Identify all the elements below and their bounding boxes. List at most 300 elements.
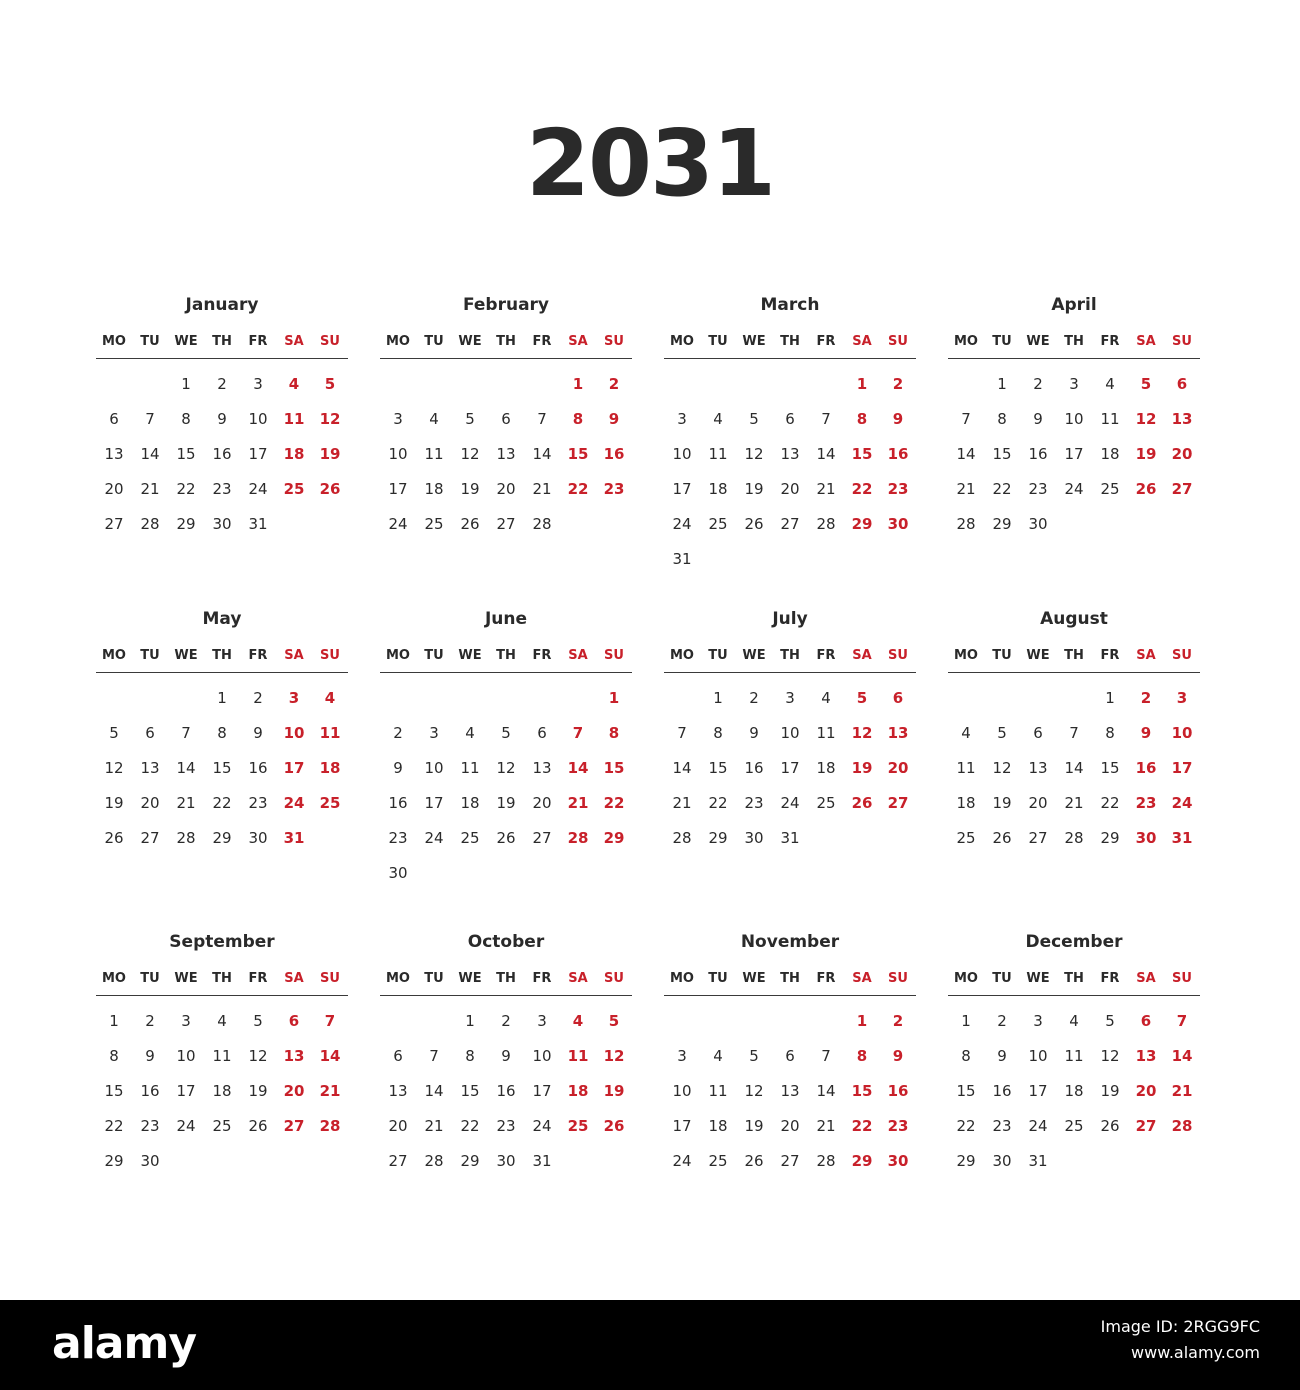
day: 22 — [212, 794, 232, 812]
day: 14 — [1064, 759, 1084, 777]
day: 6 — [501, 410, 511, 428]
day: 12 — [104, 759, 124, 777]
month-title: October — [467, 932, 545, 952]
day: 30 — [388, 864, 408, 882]
weekend-day: 12 — [1135, 410, 1157, 428]
weekend-day: 20 — [1171, 445, 1193, 463]
weekday-header-tu: TU — [140, 971, 160, 986]
day: 29 — [104, 1152, 124, 1170]
weekend-day: 23 — [603, 480, 625, 498]
weekend-day: 31 — [283, 829, 305, 847]
day: 15 — [1100, 759, 1120, 777]
weekday-header-fr: FR — [1100, 334, 1120, 349]
weekday-header-mo: MO — [670, 971, 694, 986]
day: 21 — [672, 794, 692, 812]
weekday-header-we: WE — [174, 648, 198, 663]
weekend-day: 19 — [319, 445, 341, 463]
day: 5 — [749, 410, 759, 428]
day: 20 — [532, 794, 552, 812]
day: 14 — [672, 759, 692, 777]
weekend-day: 29 — [851, 1152, 873, 1170]
day: 29 — [460, 1152, 480, 1170]
weekday-header-fr: FR — [1100, 971, 1120, 986]
day: 16 — [496, 1082, 516, 1100]
weekend-day: 18 — [319, 759, 341, 777]
day: 11 — [460, 759, 480, 777]
weekend-day: 2 — [1140, 689, 1152, 707]
day: 25 — [816, 794, 836, 812]
day: 1 — [465, 1012, 475, 1030]
day: 4 — [465, 724, 475, 742]
day: 7 — [961, 410, 971, 428]
weekday-header-sa: SA — [284, 648, 304, 663]
weekend-day: 10 — [283, 724, 305, 742]
day: 29 — [956, 1152, 976, 1170]
weekend-day: 26 — [319, 480, 341, 498]
month-title: February — [462, 295, 550, 315]
day: 6 — [393, 1047, 403, 1065]
day: 24 — [672, 1152, 692, 1170]
day: 21 — [816, 480, 836, 498]
month-november — [664, 930, 916, 1180]
day: 3 — [677, 410, 687, 428]
weekend-day: 29 — [851, 515, 873, 533]
day: 19 — [104, 794, 124, 812]
day: 17 — [532, 1082, 552, 1100]
year-title: 2031 — [525, 110, 775, 217]
day: 22 — [956, 1117, 976, 1135]
weekend-day: 17 — [283, 759, 305, 777]
day: 23 — [140, 1117, 160, 1135]
weekday-header-th: TH — [780, 648, 800, 663]
weekend-day: 14 — [319, 1047, 341, 1065]
day: 21 — [816, 1117, 836, 1135]
day: 4 — [429, 410, 439, 428]
weekday-header-su: SU — [320, 648, 340, 663]
day: 21 — [1064, 794, 1084, 812]
day: 18 — [1100, 445, 1120, 463]
day: 1 — [181, 375, 191, 393]
weekend-day: 24 — [1171, 794, 1193, 812]
day: 11 — [424, 445, 444, 463]
day: 9 — [749, 724, 759, 742]
day: 10 — [176, 1047, 196, 1065]
weekday-header-we: WE — [174, 971, 198, 986]
day: 3 — [785, 689, 795, 707]
day: 28 — [532, 515, 552, 533]
day: 28 — [1064, 829, 1084, 847]
weekday-header-mo: MO — [670, 334, 694, 349]
day: 4 — [1069, 1012, 1079, 1030]
weekday-header-th: TH — [1064, 971, 1084, 986]
day: 11 — [1064, 1047, 1084, 1065]
day: 27 — [532, 829, 552, 847]
weekday-header-th: TH — [1064, 648, 1084, 663]
weekday-header-fr: FR — [816, 334, 836, 349]
weekday-header-mo: MO — [954, 971, 978, 986]
day: 28 — [672, 829, 692, 847]
weekday-header-we: WE — [1026, 334, 1050, 349]
weekday-header-sa: SA — [568, 334, 588, 349]
day: 7 — [677, 724, 687, 742]
weekday-header-su: SU — [888, 334, 908, 349]
weekday-header-we: WE — [458, 648, 482, 663]
day: 1 — [217, 689, 227, 707]
day: 12 — [992, 759, 1012, 777]
weekend-day: 21 — [1171, 1082, 1193, 1100]
month-title: November — [740, 932, 840, 952]
weekend-day: 16 — [1135, 759, 1157, 777]
weekday-header-th: TH — [212, 334, 232, 349]
day: 15 — [460, 1082, 480, 1100]
day: 9 — [1033, 410, 1043, 428]
day: 9 — [253, 724, 263, 742]
day: 8 — [217, 724, 227, 742]
weekend-day: 23 — [1135, 794, 1157, 812]
day: 13 — [780, 445, 800, 463]
day: 29 — [992, 515, 1012, 533]
weekday-header-sa: SA — [1136, 648, 1156, 663]
weekday-header-sa: SA — [852, 971, 872, 986]
day: 7 — [821, 410, 831, 428]
weekday-header-su: SU — [604, 334, 624, 349]
header-divider — [96, 358, 348, 359]
day: 20 — [780, 1117, 800, 1135]
weekend-day: 15 — [567, 445, 589, 463]
weekend-day: 6 — [288, 1012, 300, 1030]
day: 9 — [501, 1047, 511, 1065]
weekend-day: 26 — [603, 1117, 625, 1135]
day: 10 — [248, 410, 268, 428]
month-title: December — [1025, 932, 1123, 952]
weekend-day: 22 — [851, 480, 873, 498]
weekday-header-su: SU — [1172, 648, 1192, 663]
day: 5 — [465, 410, 475, 428]
weekend-day: 9 — [608, 410, 620, 428]
weekday-header-we: WE — [458, 971, 482, 986]
weekday-header-sa: SA — [852, 648, 872, 663]
day: 21 — [140, 480, 160, 498]
day: 27 — [780, 515, 800, 533]
day: 14 — [140, 445, 160, 463]
day: 2 — [501, 1012, 511, 1030]
month-august — [948, 607, 1200, 857]
month-april — [948, 293, 1200, 543]
weekday-header-we: WE — [1026, 971, 1050, 986]
day: 2 — [145, 1012, 155, 1030]
day: 17 — [672, 1117, 692, 1135]
weekend-day: 2 — [892, 1012, 904, 1030]
weekend-day: 30 — [887, 515, 909, 533]
day: 16 — [212, 445, 232, 463]
header-divider — [948, 358, 1200, 359]
day: 2 — [253, 689, 263, 707]
day: 7 — [429, 1047, 439, 1065]
day: 31 — [672, 550, 692, 568]
day: 22 — [708, 794, 728, 812]
day: 16 — [744, 759, 764, 777]
day: 5 — [997, 724, 1007, 742]
weekend-day: 27 — [887, 794, 909, 812]
day: 21 — [956, 480, 976, 498]
day: 2 — [1033, 375, 1043, 393]
day: 3 — [393, 410, 403, 428]
day: 17 — [1064, 445, 1084, 463]
day: 27 — [496, 515, 516, 533]
day: 7 — [821, 1047, 831, 1065]
day: 16 — [1028, 445, 1048, 463]
weekend-day: 4 — [572, 1012, 584, 1030]
day: 29 — [708, 829, 728, 847]
day: 3 — [1069, 375, 1079, 393]
day: 3 — [429, 724, 439, 742]
day: 10 — [532, 1047, 552, 1065]
day: 4 — [961, 724, 971, 742]
day: 26 — [744, 1152, 764, 1170]
day: 20 — [388, 1117, 408, 1135]
weekend-day: 8 — [572, 410, 584, 428]
day: 16 — [248, 759, 268, 777]
weekend-day: 22 — [567, 480, 589, 498]
weekend-day: 17 — [1171, 759, 1193, 777]
day: 1 — [713, 689, 723, 707]
day: 14 — [424, 1082, 444, 1100]
day: 13 — [496, 445, 516, 463]
day: 24 — [672, 515, 692, 533]
day: 7 — [145, 410, 155, 428]
weekend-day: 2 — [608, 375, 620, 393]
day: 10 — [1064, 410, 1084, 428]
day: 30 — [744, 829, 764, 847]
day: 8 — [109, 1047, 119, 1065]
day: 10 — [780, 724, 800, 742]
day: 5 — [253, 1012, 263, 1030]
day: 14 — [176, 759, 196, 777]
day: 4 — [713, 410, 723, 428]
day: 17 — [388, 480, 408, 498]
weekday-header-th: TH — [212, 648, 232, 663]
weekday-header-th: TH — [1064, 334, 1084, 349]
weekend-day: 7 — [324, 1012, 336, 1030]
day: 28 — [176, 829, 196, 847]
day: 29 — [212, 829, 232, 847]
weekend-day: 11 — [283, 410, 305, 428]
weekend-day: 7 — [572, 724, 584, 742]
weekend-day: 15 — [851, 1082, 873, 1100]
weekend-day: 31 — [1171, 829, 1193, 847]
weekday-header-tu: TU — [708, 648, 728, 663]
day: 18 — [424, 480, 444, 498]
day: 30 — [248, 829, 268, 847]
weekend-day: 5 — [608, 1012, 620, 1030]
day: 28 — [816, 515, 836, 533]
day: 6 — [1033, 724, 1043, 742]
month-title: September — [169, 932, 275, 952]
day: 19 — [744, 1117, 764, 1135]
day: 22 — [1100, 794, 1120, 812]
weekend-day: 6 — [1176, 375, 1188, 393]
weekend-day: 20 — [887, 759, 909, 777]
day: 10 — [1028, 1047, 1048, 1065]
weekday-header-sa: SA — [1136, 971, 1156, 986]
day: 27 — [1028, 829, 1048, 847]
day: 4 — [1105, 375, 1115, 393]
month-may — [96, 607, 348, 857]
day: 25 — [1100, 480, 1120, 498]
day: 2 — [393, 724, 403, 742]
day: 23 — [248, 794, 268, 812]
weekend-day: 11 — [319, 724, 341, 742]
day: 17 — [672, 480, 692, 498]
day: 18 — [708, 1117, 728, 1135]
day: 15 — [956, 1082, 976, 1100]
weekend-day: 3 — [288, 689, 300, 707]
weekend-day: 5 — [1140, 375, 1152, 393]
day: 10 — [672, 445, 692, 463]
weekday-header-su: SU — [1172, 334, 1192, 349]
day: 13 — [388, 1082, 408, 1100]
day: 13 — [532, 759, 552, 777]
weekend-day: 23 — [887, 1117, 909, 1135]
day: 31 — [780, 829, 800, 847]
weekend-day: 9 — [892, 410, 904, 428]
weekend-day: 5 — [856, 689, 868, 707]
day: 4 — [217, 1012, 227, 1030]
weekday-header-sa: SA — [568, 648, 588, 663]
day: 15 — [708, 759, 728, 777]
day: 22 — [992, 480, 1012, 498]
day: 12 — [496, 759, 516, 777]
weekend-day: 22 — [851, 1117, 873, 1135]
day: 13 — [780, 1082, 800, 1100]
weekend-day: 18 — [567, 1082, 589, 1100]
image-id: Image ID: 2RGG9FC — [1100, 1317, 1260, 1336]
day: 26 — [460, 515, 480, 533]
day: 8 — [997, 410, 1007, 428]
day: 6 — [109, 410, 119, 428]
weekday-header-fr: FR — [248, 648, 268, 663]
month-september — [96, 930, 348, 1180]
day: 11 — [1100, 410, 1120, 428]
day: 17 — [1028, 1082, 1048, 1100]
day: 25 — [212, 1117, 232, 1135]
day: 22 — [460, 1117, 480, 1135]
day: 19 — [496, 794, 516, 812]
day: 26 — [248, 1117, 268, 1135]
day: 26 — [992, 829, 1012, 847]
day: 24 — [780, 794, 800, 812]
month-february — [380, 293, 632, 543]
day: 13 — [1028, 759, 1048, 777]
month-title: March — [760, 295, 820, 315]
day: 14 — [532, 445, 552, 463]
weekday-header-su: SU — [604, 648, 624, 663]
month-title: January — [185, 295, 259, 315]
weekend-day: 7 — [1176, 1012, 1188, 1030]
weekend-day: 14 — [567, 759, 589, 777]
weekday-header-su: SU — [1172, 971, 1192, 986]
weekend-day: 25 — [567, 1117, 589, 1135]
weekday-header-tu: TU — [424, 648, 444, 663]
day: 24 — [388, 515, 408, 533]
day: 15 — [212, 759, 232, 777]
weekend-day: 14 — [1171, 1047, 1193, 1065]
weekday-header-tu: TU — [992, 334, 1012, 349]
month-title: July — [772, 609, 808, 629]
weekend-day: 12 — [603, 1047, 625, 1065]
weekend-day: 20 — [283, 1082, 305, 1100]
day: 14 — [956, 445, 976, 463]
day: 1 — [961, 1012, 971, 1030]
weekday-header-th: TH — [780, 971, 800, 986]
weekday-header-su: SU — [604, 971, 624, 986]
weekend-day: 25 — [283, 480, 305, 498]
weekday-header-th: TH — [212, 971, 232, 986]
weekend-day: 20 — [1135, 1082, 1157, 1100]
day: 6 — [537, 724, 547, 742]
day: 28 — [424, 1152, 444, 1170]
weekday-header-mo: MO — [954, 648, 978, 663]
day: 31 — [1028, 1152, 1048, 1170]
day: 25 — [708, 1152, 728, 1170]
day: 26 — [496, 829, 516, 847]
weekday-header-tu: TU — [708, 971, 728, 986]
day: 24 — [424, 829, 444, 847]
weekday-header-th: TH — [496, 971, 516, 986]
day: 15 — [104, 1082, 124, 1100]
weekend-day: 27 — [1135, 1117, 1157, 1135]
day: 29 — [1100, 829, 1120, 847]
header-divider — [96, 672, 348, 673]
weekend-day: 28 — [567, 829, 589, 847]
weekday-header-we: WE — [742, 648, 766, 663]
day: 26 — [104, 829, 124, 847]
weekday-header-tu: TU — [708, 334, 728, 349]
day: 6 — [145, 724, 155, 742]
day: 14 — [816, 445, 836, 463]
month-december — [948, 930, 1200, 1180]
site-url: www.alamy.com — [1131, 1343, 1260, 1362]
weekend-day: 12 — [319, 410, 341, 428]
weekday-header-su: SU — [888, 648, 908, 663]
day: 2 — [997, 1012, 1007, 1030]
day: 19 — [992, 794, 1012, 812]
day: 11 — [212, 1047, 232, 1065]
day: 19 — [744, 480, 764, 498]
day: 18 — [956, 794, 976, 812]
day: 3 — [537, 1012, 547, 1030]
day: 7 — [537, 410, 547, 428]
day: 11 — [956, 759, 976, 777]
day: 19 — [248, 1082, 268, 1100]
weekend-day: 23 — [887, 480, 909, 498]
weekend-day: 15 — [603, 759, 625, 777]
weekend-day: 4 — [324, 689, 336, 707]
weekend-day: 8 — [856, 410, 868, 428]
day: 27 — [104, 515, 124, 533]
day: 4 — [713, 1047, 723, 1065]
day: 6 — [785, 1047, 795, 1065]
month-june — [380, 607, 632, 882]
day: 7 — [181, 724, 191, 742]
day: 18 — [816, 759, 836, 777]
weekend-day: 28 — [1171, 1117, 1193, 1135]
weekday-header-sa: SA — [284, 971, 304, 986]
day: 2 — [217, 375, 227, 393]
month-march — [664, 293, 916, 568]
weekday-header-fr: FR — [248, 971, 268, 986]
weekend-day: 8 — [608, 724, 620, 742]
